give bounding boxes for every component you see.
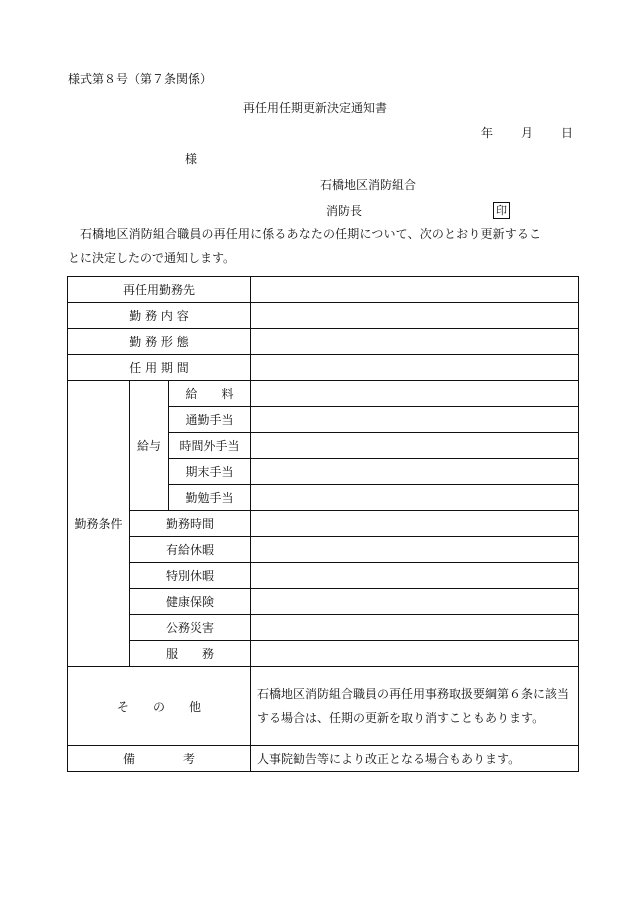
table-row [68,667,579,746]
cond-item-paid-leave: 有給休暇 [130,537,251,563]
table-row [68,641,579,667]
pay-item-salary: 給 料 [169,381,251,407]
seal-stamp: 印 [493,202,510,219]
form-number: 様式第８号（第７条関係） [68,72,213,86]
cond-value-special-leave [251,563,579,589]
pay-value-overtime [251,433,579,459]
row-label-workplace: 再任用勤務先 [68,277,251,303]
pay-value-commute [251,407,579,433]
issuer-title: 消防長 [326,204,363,218]
document-title: 再任用任期更新決定通知書 [242,101,387,115]
table-row [68,563,579,589]
issuer-org: 石橋地区消防組合 [320,178,417,192]
notice-line-2: とに決定したので通知します。 [68,251,236,265]
date-day-label: 日 [561,126,574,140]
row-value-duties [251,303,579,329]
notice-line-1: 石橋地区消防組合職員の再任用に係るあなたの任期について、次のとおり更新するこ [80,227,542,241]
table-row [68,589,579,615]
table-row [68,511,579,537]
cond-item-special-leave: 特別休暇 [130,563,251,589]
row-value-workplace [251,277,579,303]
pay-label: 給与 [130,381,169,511]
cond-item-health-insurance: 健康保険 [130,589,251,615]
pay-item-term-end: 期末手当 [169,459,251,485]
cond-item-accident: 公務災害 [130,615,251,641]
table-row [68,277,579,303]
other-label: そ の 他 [68,667,251,746]
table-row [68,746,579,772]
row-value-term [251,355,579,381]
date-month-label: 月 [521,126,534,140]
pay-item-commute: 通勤手当 [169,407,251,433]
table-row [68,303,579,329]
pay-value-salary [251,381,579,407]
cond-value-accident [251,615,579,641]
table-row [68,355,579,381]
addressee-suffix: 様 [185,152,198,166]
remarks-value: 人事院勧告等により改正となる場合もあります。 [251,746,579,772]
table-row [68,329,579,355]
cond-value-service [251,641,579,667]
table-row [68,615,579,641]
cond-value-paid-leave [251,537,579,563]
table-row [68,381,579,407]
cond-value-health-insurance [251,589,579,615]
cond-item-service: 服 務 [130,641,251,667]
row-label-work-form: 勤 務 形 態 [68,329,251,355]
cond-value-hours [251,511,579,537]
pay-value-diligence [251,485,579,511]
date-year-label: 年 [481,126,494,140]
row-label-term: 任 用 期 間 [68,355,251,381]
pay-item-overtime: 時間外手当 [169,433,251,459]
row-label-duties: 勤 務 内 容 [68,303,251,329]
details-table [67,276,579,772]
notice-paragraph [68,222,580,270]
remarks-label: 備 考 [68,746,251,772]
pay-item-diligence: 勤勉手当 [169,485,251,511]
table-row [68,537,579,563]
row-value-work-form [251,329,579,355]
other-value: 石橋地区消防組合職員の再任用事務取扱要綱第６条に該当する場合は、任期の更新を取り消すこともあります。 [251,667,579,746]
conditions-label: 勤務条件 [68,381,130,667]
pay-value-term-end [251,459,579,485]
cond-item-hours: 勤務時間 [130,511,251,537]
